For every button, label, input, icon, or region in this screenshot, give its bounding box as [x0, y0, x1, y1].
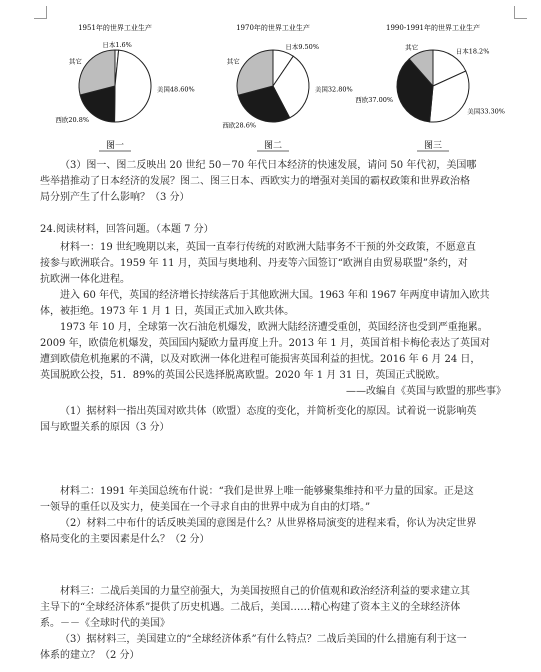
question-3-bottom — [40, 632, 510, 664]
material-3 — [40, 584, 510, 632]
chart-caption: 图三 — [423, 141, 443, 151]
material2-line: 材料二：1991 年美国总统布什说：“我们是世界上唯一能够聚集维持和平力量的国家。正是这 — [60, 486, 474, 497]
material1-line: 材料一：19 世纪晚期以来，英国一直奉行传统的对欧洲大陆事务不干预的外交政策，不愿意直 — [60, 242, 476, 253]
slice-label: 其它 — [405, 43, 419, 52]
material1-line: 2009 年，欧债危机爆发，英国国内疑欧力量再度上升。2013 年 1 月，英国首相卡梅伦表达了英国对 — [40, 338, 490, 349]
pie-charts-figure — [40, 18, 510, 154]
material3-line: 材料三：二战后美国的力量空前强大，为美国按照自己的价值观和政治经济利益的要求建立其 — [60, 586, 470, 597]
chart-title: 1970年的世界工业生产 — [236, 24, 310, 32]
q1-line: （1）据材料一指出英国对欧共体（欧盟）态度的变化，并简析变化的原因。试着说一说影响英 — [60, 406, 477, 417]
slice-label: 美国32.80% — [314, 85, 353, 94]
page-corner-mark-right — [514, 6, 527, 19]
q3-top-line: 局分别产生了什么影响？（3 分） — [40, 192, 190, 203]
chart-title: 1990-1991年的世界工业生产 — [386, 24, 480, 32]
pie-slice — [115, 50, 151, 122]
q2-line: （2）材料二中布什的话反映美国的意图是什么？从世界格局演变的进程来看，你认为决定世界 — [60, 518, 477, 529]
q1-line: 国与欧盟关系的原因（3 分） — [40, 422, 170, 433]
material1-line: 接参与欧洲联合。1959 年 11 月，英国与奥地利、丹麦等六国签订“欧洲自由贸易联盟”条约，对 — [40, 258, 468, 269]
material2-line: 一领导的重任以及实力，使美国在一个寻求自由的世界中成为自由的灯塔。” — [40, 502, 371, 513]
slice-label: 日本1.6% — [102, 41, 132, 50]
material1-line: 英国脱欧公投，51．89%的英国公民选择脱离欧盟。2020 年 1 月 31 日，英国正式脱欧。 — [40, 370, 446, 381]
slice-label: 西欧37.00% — [355, 95, 394, 104]
q3-bottom-line: 体系的建立？（2 分） — [40, 650, 140, 661]
material1-line: 体，被拒绝。1973 年 1 月 1 日，英国正式加入欧共体。 — [40, 306, 295, 317]
slice-label: 美国48.60% — [156, 85, 195, 94]
material-1 — [40, 240, 510, 400]
slice-label: 日本9.50% — [285, 42, 320, 51]
material1-line: 抗欧洲一体化进程。 — [40, 274, 130, 285]
question-1 — [40, 404, 510, 436]
slice-label: 西欧20.8% — [55, 116, 90, 125]
question-3-top — [40, 158, 510, 206]
question-2 — [40, 516, 510, 548]
slice-label: 美国33.30% — [467, 107, 506, 116]
question-24-heading — [40, 222, 510, 238]
material-2 — [40, 484, 510, 516]
material3-line: 系。－－《全球时代的美国》 — [40, 618, 170, 629]
chart-title: 1951年的世界工业生产 — [78, 24, 152, 32]
material1-source: ——改编自《英国与欧盟的那些事》 — [346, 386, 506, 397]
material3-line: 主导下的“全球经济体系”提供了历史机遇。二战后，美国……精心构建了资本主义的全球经济体 — [40, 602, 461, 613]
material1-line: 遭到欧债危机拖累的不满，以及对欧洲一体化进程可能损害英国利益的担忧。2016 年 6 月 24 日， — [40, 354, 481, 365]
q24-heading-text: 24.阅读材料，回答问题。（本题 7 分） — [40, 224, 214, 235]
chart-caption: 图二 — [263, 141, 283, 151]
pie-chart-1951 — [40, 18, 195, 154]
chart-caption: 图一 — [105, 141, 125, 151]
material1-line: 进入 60 年代，英国的经济增长持续落后于其他欧洲大国。1963 年和 1967 年两度申请加入欧共 — [60, 290, 490, 301]
q3-top-line: 些举措推动了日本经济的发展？图二、图三日本、西欧实力的增强对美国的霸权政策和世界政治格 — [40, 176, 470, 187]
q2-line: 格局变化的主要因素是什么？（2 分） — [40, 534, 210, 545]
pie-chart-1970 — [198, 18, 353, 154]
pie-chart-1990 — [355, 18, 508, 154]
q3-top-line: （3）图一、图二反映出 20 世纪 50－70 年代日本经济的快速发展，请问 50 年代初，美国哪 — [60, 160, 477, 171]
slice-label: 西欧28.6% — [222, 121, 257, 130]
pie-chart-svg-1970 — [198, 18, 353, 154]
pie-chart-svg-1990 — [355, 18, 508, 154]
slice-label: 其它 — [226, 57, 240, 66]
pie-chart-svg-1951 — [40, 18, 195, 154]
material1-line: 1973 年 10 月，全球第一次石油危机爆发，欧洲大陆经济遭受重创，英国经济也受到严重拖累。 — [60, 322, 488, 333]
slice-label: 日本18.2% — [455, 47, 490, 56]
slice-label: 其它 — [68, 57, 82, 66]
q3-bottom-line: （3）据材料三，美国建立的“全球经济体系”有什么特点？二战后美国的什么措施有利于这一 — [60, 634, 467, 645]
